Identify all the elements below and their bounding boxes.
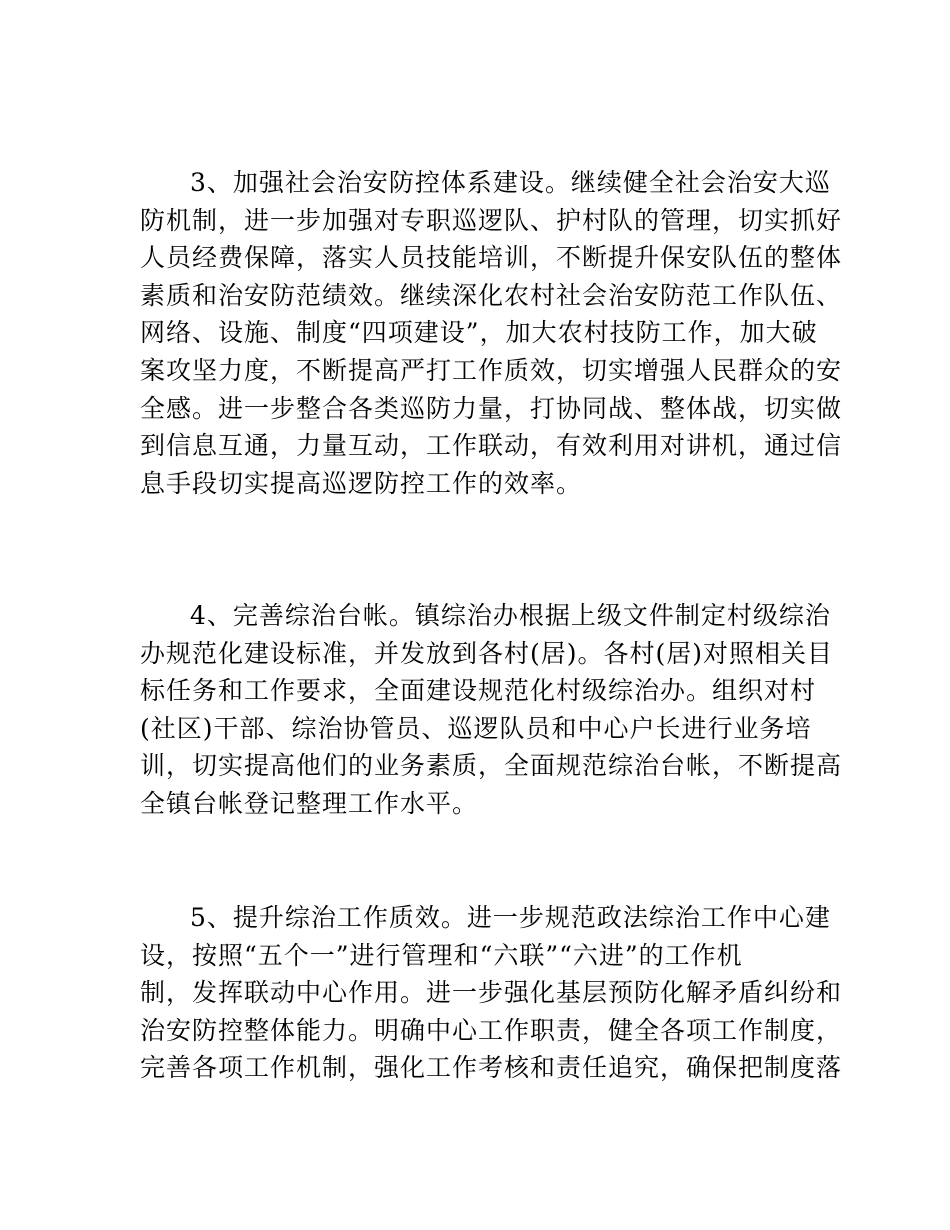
paragraph-line: 案攻坚力度，不断提高严打工作质效，切实增强人民群众的安 [140,355,843,385]
paragraph-line: 训，切实提高他们的业务素质，全面规范综治台帐，不断提高 [140,751,843,781]
paragraph-line: 网络、设施、制度“四项建设”，加大农村技防工作，加大破 [140,318,818,348]
paragraph-line: (社区)干部、综治协管员、巡逻队员和中心户长进行业务培 [140,713,812,743]
paragraph-line: 制，发挥联动中心作用。进一步强化基层预防化解矛盾纠纷和 [140,978,843,1008]
paragraph-line: 3、加强社会治安防控体系建设。继续健全社会治安大巡 [190,168,831,197]
paragraph-line: 办规范化建设标准，并发放到各村(居)。各村(居)对照相关目 [140,638,834,668]
paragraph-line: 人员经费保障，落实人员技能培训，不断提升保安队伍的整体 [140,243,843,273]
paragraph-work-quality [140,899,843,1087]
paragraph-line: 到信息互通，力量互动，工作联动，有效利用对讲机，通过信 [140,431,843,461]
paragraph-line: 治安防控整体能力。明确中心工作职责，健全各项工作制度， [140,1015,843,1045]
paragraph-line: 完善各项工作机制，强化工作考核和责任追究，确保把制度落 [140,1053,843,1083]
paragraph-line: 素质和治安防范绩效。继续深化农村社会治安防范工作队伍、 [140,280,843,310]
paragraph-line: 全感。进一步整合各类巡防力量，打协同战、整体战，切实做 [140,393,843,423]
paragraph-ledger-improvement [140,597,843,823]
paragraph-social-security-system [140,164,843,502]
paragraph-line: 防机制，进一步加强对专职巡逻队、护村队的管理，切实抓好 [140,205,843,235]
paragraph-line: 5、提升综治工作质效。进一步规范政法综治工作中心建 [190,903,831,932]
paragraph-line: 息手段切实提高巡逻防控工作的效率。 [140,468,583,498]
paragraph-line: 4、完善综治台帐。镇综治办根据上级文件制定村级综治 [190,601,831,630]
paragraph-line: 设，按照“五个一”进行管理和“六联”“六进”的工作机 [140,940,743,970]
paragraph-line: 标任务和工作要求，全面建设规范化村级综治办。组织对村 [140,676,817,706]
paragraph-line: 全镇台帐登记整理工作水平。 [140,788,479,818]
